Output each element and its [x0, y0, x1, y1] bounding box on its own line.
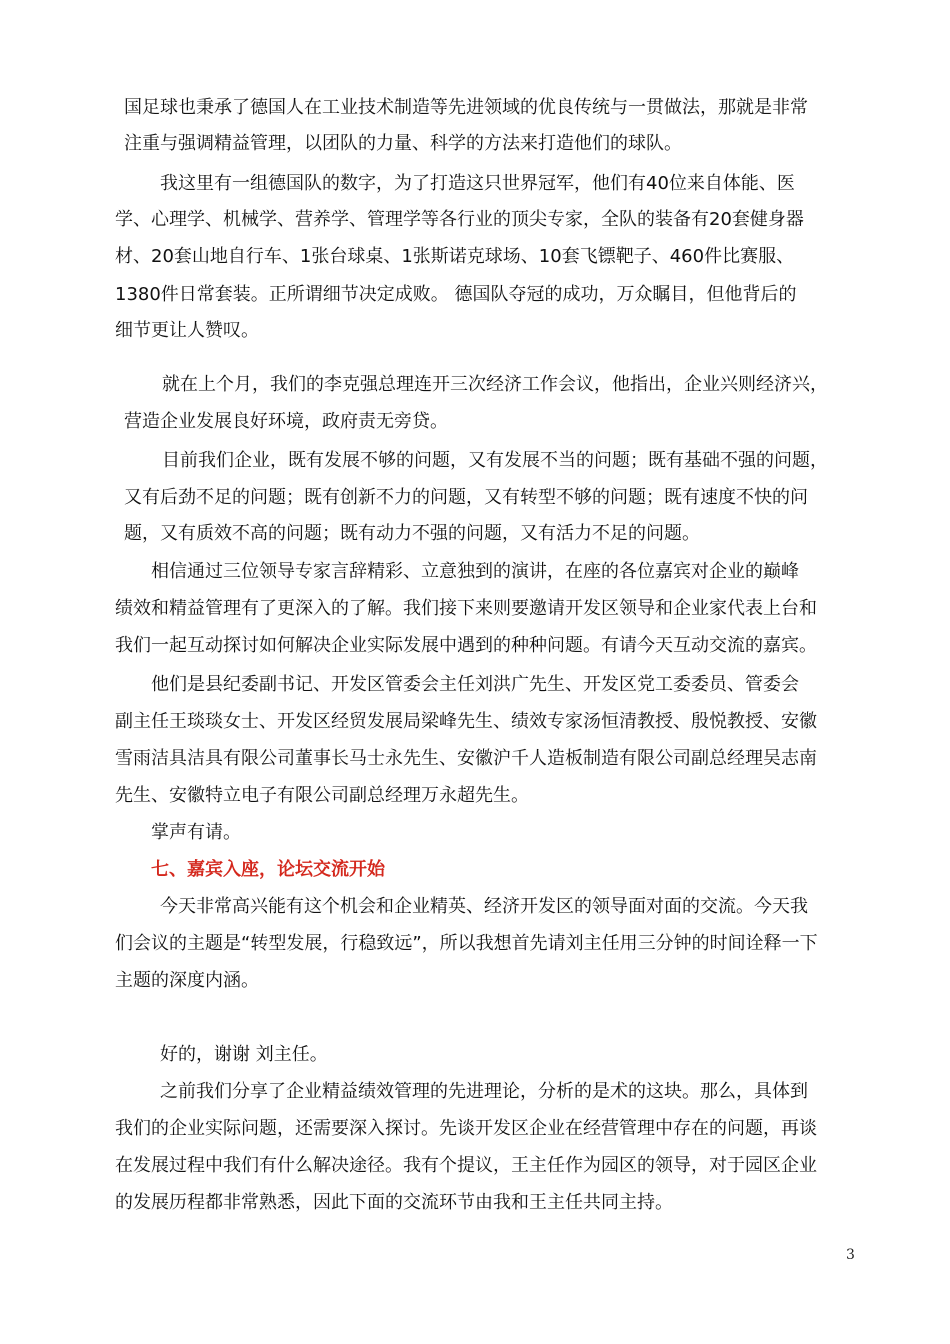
paragraph-3-line-2: 营造企业发展良好环境，政府责无旁贷。 — [124, 411, 448, 432]
paragraph-6-line-1: 他们是县纪委副书记、开发区管委会主任刘洪广先生、开发区党工委委员、管委会 — [151, 674, 799, 695]
paragraph-2-line-1: 我这里有一组德国队的数字，为了打造这只世界冠军，他们有40位来自体能、医 — [160, 173, 795, 194]
paragraph-8-line-1: 今天非常高兴能有这个机会和企业精英、经济开发区的领导面对面的交流。今天我 — [160, 896, 808, 917]
paragraph-10-line-4: 的发展历程都非常熟悉，因此下面的交流环节由我和王主任共同主持。 — [115, 1192, 673, 1213]
paragraph-10-line-2: 我们的企业实际问题，还需要深入探讨。先谈开发区企业在经营管理中存在的问题，再谈 — [115, 1118, 817, 1139]
paragraph-1-line-1: 国足球也秉承了德国人在工业技术制造等先进领域的优良传统与一贯做法，那就是非常 — [124, 97, 808, 118]
paragraph-6-line-3: 雪雨洁具洁具有限公司董事长马士永先生、安徽沪千人造板制造有限公司副总经理吴志南 — [115, 748, 817, 769]
paragraph-5-line-2: 绩效和精益管理有了更深入的了解。我们接下来则要邀请开发区领导和企业家代表上台和 — [115, 598, 817, 619]
paragraph-9-line-1: 好的，谢谢 刘主任。 — [160, 1044, 328, 1065]
paragraph-1-line-2: 注重与强调精益管理，以团队的力量、科学的方法来打造他们的球队。 — [124, 133, 682, 154]
paragraph-2-line-5: 细节更让人赞叹。 — [115, 320, 259, 341]
page-number: 3 — [846, 1247, 855, 1263]
paragraph-4-line-1: 目前我们企业，既有发展不够的问题，又有发展不当的问题；既有基础不强的问题， — [162, 450, 828, 471]
paragraph-8-line-3: 主题的深度内涵。 — [115, 970, 259, 991]
paragraph-6-line-4: 先生、安徽特立电子有限公司副总经理万永超先生。 — [115, 785, 529, 806]
paragraph-5-line-3: 我们一起互动探讨如何解决企业实际发展中遇到的种种问题。有请今天互动交流的嘉宾。 — [115, 635, 817, 656]
paragraph-4-line-2: 又有后劲不足的问题；既有创新不力的问题，又有转型不够的问题；既有速度不快的问 — [124, 487, 808, 508]
paragraph-3-line-1: 就在上个月，我们的李克强总理连开三次经济工作会议，他指出，企业兴则经济兴， — [162, 374, 828, 395]
paragraph-10-line-1: 之前我们分享了企业精益绩效管理的先进理论，分析的是术的这块。那么，具体到 — [160, 1081, 808, 1102]
paragraph-7-line-1: 掌声有请。 — [151, 822, 241, 843]
paragraph-4-line-3: 题，又有质效不高的问题；既有动力不强的问题，又有活力不足的问题。 — [124, 523, 700, 544]
section-heading: 七、嘉宾入座，论坛交流开始 — [151, 859, 385, 880]
paragraph-2-line-2: 学、心理学、机械学、营养学、管理学等各行业的顶尖专家，全队的装备有20套健身器 — [115, 209, 804, 230]
paragraph-10-line-3: 在发展过程中我们有什么解决途径。我有个提议，王主任作为园区的领导，对于园区企业 — [115, 1155, 817, 1176]
paragraph-5-line-1: 相信通过三位领导专家言辞精彩、立意独到的演讲，在座的各位嘉宾对企业的巅峰 — [151, 561, 799, 582]
paragraph-8-line-2: 们会议的主题是“转型发展，行稳致远”，所以我想首先请刘主任用三分钟的时间诠释一下 — [115, 933, 818, 954]
paragraph-2-line-4: 1380件日常套装。正所谓细节决定成败。 德国队夺冠的成功，万众瞩目，但他背后的 — [115, 284, 797, 305]
paragraph-6-line-2: 副主任王琰琰女士、开发区经贸发展局梁峰先生、绩效专家汤恒清教授、殷悦教授、安徽 — [115, 711, 817, 732]
paragraph-2-line-3: 材、20套山地自行车、1张台球桌、1张斯诺克球场、10套飞镖靶子、460件比赛服、 — [115, 246, 795, 267]
